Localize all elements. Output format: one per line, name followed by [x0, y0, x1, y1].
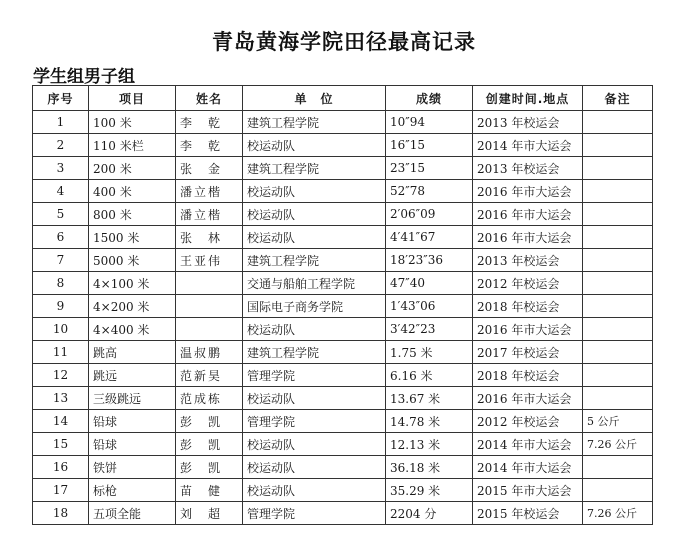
table-header — [33, 86, 653, 111]
table-row — [33, 502, 653, 525]
header-no: 序号 — [33, 86, 89, 111]
cell-event: 三级跳远 — [89, 387, 176, 410]
cell-note — [583, 318, 653, 341]
cell-name: 王亚伟 — [176, 249, 243, 272]
header-row — [33, 86, 653, 111]
cell-no: 10 — [33, 318, 89, 341]
cell-unit: 校运动队 — [243, 479, 386, 502]
cell-no: 13 — [33, 387, 89, 410]
cell-name: 李 乾 — [176, 134, 243, 157]
cell-event: 铁饼 — [89, 456, 176, 479]
cell-no: 2 — [33, 134, 89, 157]
table-row — [33, 364, 653, 387]
cell-event: 4×100 米 — [89, 272, 176, 295]
cell-time-place: 2014 年市大运会 — [473, 433, 583, 456]
table-row — [33, 180, 653, 203]
cell-unit: 建筑工程学院 — [243, 111, 386, 134]
cell-time-place: 2016 年市大运会 — [473, 226, 583, 249]
cell-unit: 管理学院 — [243, 410, 386, 433]
cell-time-place: 2013 年校运会 — [473, 249, 583, 272]
cell-score: 18′23″36 — [386, 249, 473, 272]
cell-no: 12 — [33, 364, 89, 387]
cell-name: 张 金 — [176, 157, 243, 180]
cell-name: 李 乾 — [176, 111, 243, 134]
cell-name: 彭 凯 — [176, 410, 243, 433]
cell-note: 5 公斤 — [583, 410, 653, 433]
cell-score: 14.78 米 — [386, 410, 473, 433]
cell-note — [583, 364, 653, 387]
cell-event: 110 米栏 — [89, 134, 176, 157]
cell-event: 五项全能 — [89, 502, 176, 525]
cell-note — [583, 157, 653, 180]
cell-score: 4′41″67 — [386, 226, 473, 249]
table-row — [33, 203, 653, 226]
cell-time-place: 2013 年校运会 — [473, 157, 583, 180]
cell-time-place: 2012 年校运会 — [473, 410, 583, 433]
cell-no: 5 — [33, 203, 89, 226]
cell-event: 铅球 — [89, 410, 176, 433]
cell-no: 11 — [33, 341, 89, 364]
header-name: 姓名 — [176, 86, 243, 111]
cell-score: 12.13 米 — [386, 433, 473, 456]
cell-time-place: 2018 年校运会 — [473, 295, 583, 318]
table-row — [33, 341, 653, 364]
cell-score: 47″40 — [386, 272, 473, 295]
cell-name: 潘立楷 — [176, 203, 243, 226]
cell-no: 9 — [33, 295, 89, 318]
cell-time-place: 2016 年市大运会 — [473, 318, 583, 341]
cell-event: 4×200 米 — [89, 295, 176, 318]
cell-event: 800 米 — [89, 203, 176, 226]
cell-event: 4×400 米 — [89, 318, 176, 341]
cell-unit: 校运动队 — [243, 387, 386, 410]
cell-name: 张 林 — [176, 226, 243, 249]
cell-score: 23″15 — [386, 157, 473, 180]
cell-score: 2204 分 — [386, 502, 473, 525]
cell-time-place: 2016 年市大运会 — [473, 387, 583, 410]
cell-time-place: 2012 年校运会 — [473, 272, 583, 295]
cell-score: 35.29 米 — [386, 479, 473, 502]
cell-unit: 交通与船舶工程学院 — [243, 272, 386, 295]
cell-unit: 校运动队 — [243, 203, 386, 226]
table-row — [33, 295, 653, 318]
cell-time-place: 2015 年校运会 — [473, 502, 583, 525]
cell-event: 1500 米 — [89, 226, 176, 249]
cell-no: 14 — [33, 410, 89, 433]
cell-note — [583, 479, 653, 502]
table-row — [33, 249, 653, 272]
table-row — [33, 111, 653, 134]
cell-time-place: 2014 年市大运会 — [473, 456, 583, 479]
records-table — [32, 85, 653, 525]
cell-score: 3′42″23 — [386, 318, 473, 341]
section-subtitle: 学生组男子组 — [33, 67, 135, 87]
cell-no: 3 — [33, 157, 89, 180]
cell-time-place: 2016 年市大运会 — [473, 180, 583, 203]
cell-unit: 校运动队 — [243, 134, 386, 157]
cell-name: 苗 健 — [176, 479, 243, 502]
cell-name: 彭 凯 — [176, 433, 243, 456]
cell-no: 6 — [33, 226, 89, 249]
cell-note — [583, 387, 653, 410]
cell-note — [583, 203, 653, 226]
cell-time-place: 2016 年市大运会 — [473, 203, 583, 226]
cell-note — [583, 180, 653, 203]
cell-no: 17 — [33, 479, 89, 502]
cell-time-place: 2014 年市大运会 — [473, 134, 583, 157]
cell-time-place: 2015 年市大运会 — [473, 479, 583, 502]
cell-note — [583, 134, 653, 157]
cell-score: 2′06″09 — [386, 203, 473, 226]
cell-score: 16″15 — [386, 134, 473, 157]
cell-no: 16 — [33, 456, 89, 479]
cell-event: 标枪 — [89, 479, 176, 502]
cell-score: 1.75 米 — [386, 341, 473, 364]
table-row — [33, 134, 653, 157]
table-row — [33, 157, 653, 180]
header-score: 成绩 — [386, 86, 473, 111]
cell-score: 6.16 米 — [386, 364, 473, 387]
cell-unit: 校运动队 — [243, 318, 386, 341]
cell-time-place: 2017 年校运会 — [473, 341, 583, 364]
cell-name — [176, 272, 243, 295]
cell-name — [176, 318, 243, 341]
cell-note: 7.26 公斤 — [583, 502, 653, 525]
cell-name: 温叔鹏 — [176, 341, 243, 364]
cell-unit: 校运动队 — [243, 226, 386, 249]
cell-time-place: 2018 年校运会 — [473, 364, 583, 387]
cell-event: 跳高 — [89, 341, 176, 364]
header-unit: 单 位 — [243, 86, 386, 111]
cell-score: 10″94 — [386, 111, 473, 134]
cell-no: 8 — [33, 272, 89, 295]
cell-score: 1′43″06 — [386, 295, 473, 318]
cell-note — [583, 456, 653, 479]
header-time-place: 创建时间.地点 — [473, 86, 583, 111]
cell-note — [583, 295, 653, 318]
cell-event: 400 米 — [89, 180, 176, 203]
cell-score: 13.67 米 — [386, 387, 473, 410]
cell-unit: 校运动队 — [243, 180, 386, 203]
table-row — [33, 387, 653, 410]
cell-note — [583, 226, 653, 249]
cell-note — [583, 111, 653, 134]
cell-unit: 国际电子商务学院 — [243, 295, 386, 318]
cell-name — [176, 295, 243, 318]
cell-time-place: 2013 年校运会 — [473, 111, 583, 134]
table-row — [33, 479, 653, 502]
table-row — [33, 318, 653, 341]
cell-unit: 校运动队 — [243, 456, 386, 479]
cell-unit: 建筑工程学院 — [243, 341, 386, 364]
table-row — [33, 226, 653, 249]
table-row — [33, 433, 653, 456]
header-event: 项目 — [89, 86, 176, 111]
page-title: 青岛黄海学院田径最高记录 — [212, 30, 476, 54]
cell-unit: 建筑工程学院 — [243, 157, 386, 180]
table-body — [33, 111, 653, 525]
cell-unit: 管理学院 — [243, 364, 386, 387]
cell-unit: 管理学院 — [243, 502, 386, 525]
cell-note — [583, 341, 653, 364]
cell-score: 36.18 米 — [386, 456, 473, 479]
cell-score: 52″78 — [386, 180, 473, 203]
cell-event: 5000 米 — [89, 249, 176, 272]
cell-no: 15 — [33, 433, 89, 456]
cell-note — [583, 249, 653, 272]
cell-no: 7 — [33, 249, 89, 272]
cell-unit: 校运动队 — [243, 433, 386, 456]
cell-name: 彭 凯 — [176, 456, 243, 479]
cell-note: 7.26 公斤 — [583, 433, 653, 456]
table-row — [33, 272, 653, 295]
cell-event: 跳远 — [89, 364, 176, 387]
cell-note — [583, 272, 653, 295]
table-row — [33, 410, 653, 433]
header-note: 备注 — [583, 86, 653, 111]
cell-name: 范新昊 — [176, 364, 243, 387]
cell-event: 200 米 — [89, 157, 176, 180]
cell-name: 刘 超 — [176, 502, 243, 525]
cell-no: 1 — [33, 111, 89, 134]
cell-name: 范成栋 — [176, 387, 243, 410]
cell-event: 100 米 — [89, 111, 176, 134]
cell-no: 18 — [33, 502, 89, 525]
cell-no: 4 — [33, 180, 89, 203]
table-row — [33, 456, 653, 479]
cell-name: 潘立楷 — [176, 180, 243, 203]
cell-unit: 建筑工程学院 — [243, 249, 386, 272]
cell-event: 铅球 — [89, 433, 176, 456]
